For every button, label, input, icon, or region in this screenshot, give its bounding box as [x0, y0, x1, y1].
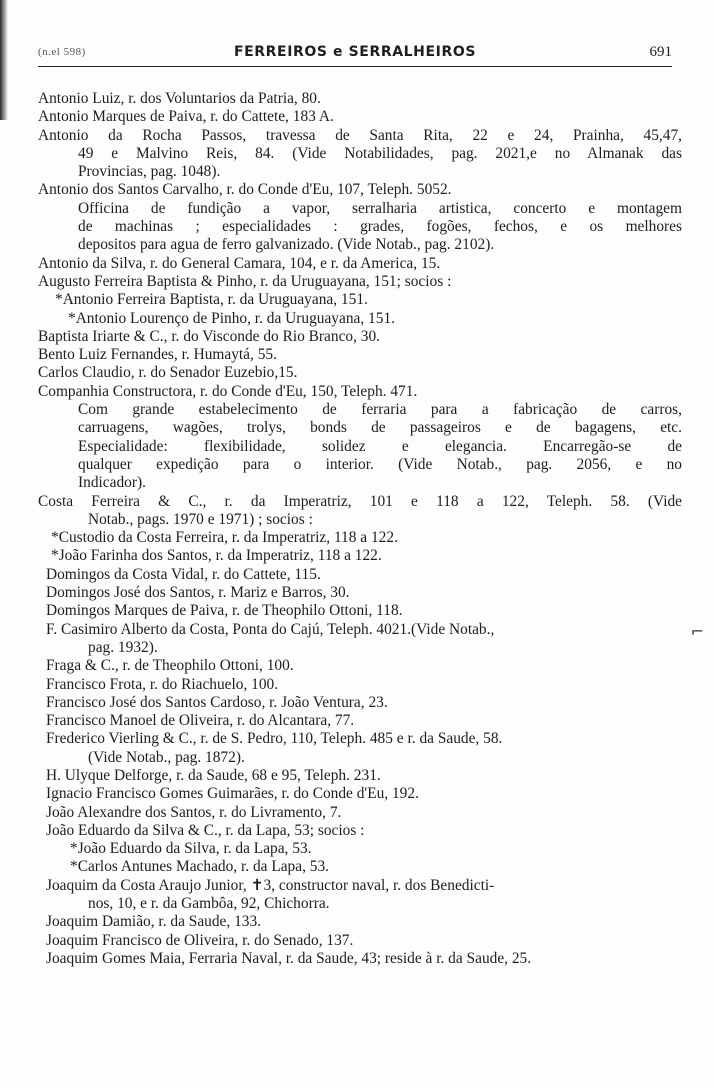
partner-line: *Antonio Ferreira Baptista, r. da Uruguayana, 151. — [55, 291, 368, 309]
entry-line: Domingos Marques de Paiva, r. de Theophilo Ottoni, 118. — [46, 602, 403, 620]
entry-continuation: Provincias, pag. 1048). — [78, 163, 221, 181]
entry-description: qualquer expedição para o interior. (Vide Notab., pag. 2056, e no — [78, 455, 682, 473]
entry-line: Francisco Manoel de Oliveira, r. do Alcantara, 77. — [46, 712, 355, 730]
entry-line: Joaquim da Costa Araujo Junior, ✝3, constructor naval, r. dos Benedicti- — [46, 876, 495, 894]
entry-line: Augusto Ferreira Baptista & Pinho, r. da Uruguayana, 151; socios : — [38, 272, 452, 290]
entry-description: Especialidade: flexibilidade, solidez e elegancia. Encarregão-se de — [78, 437, 682, 455]
entry-line: Antonio Luiz, r. dos Voluntarios da Patria, 80. — [38, 90, 321, 107]
entry-line: Domingos José dos Santos, r. Mariz e Barros, 30. — [46, 584, 350, 602]
entry-line: Fraga & C., r. de Theophilo Ottoni, 100. — [46, 657, 294, 675]
page-title: FERREIROS e SERRALHEIROS — [233, 44, 477, 60]
entry-description: Officina de fundição a vapor, serralharia artistica, concerto e montagem — [78, 199, 682, 217]
entry-line: Carlos Claudio, r. do Senador Euzebio,15. — [38, 364, 298, 382]
entry-continuation: 49 e Malvino Reis, 84. (Vide Notabilidades, pag. 2021,e no Almanak das — [78, 144, 682, 162]
entry-line: Francisco José dos Santos Cardoso, r. João Ventura, 23. — [46, 693, 388, 711]
entry-line: Antonio da Rocha Passos, travessa de Santa Rita, 22 e 24, Prainha, 45,47, — [38, 126, 682, 144]
binding-shadow — [0, 0, 8, 120]
entry-line: Ignacio Francisco Gomes Guimarães, r. do Conde d'Eu, 192. — [46, 785, 419, 803]
entry-line: Frederico Vierling & C., r. de S. Pedro, 110, Teleph. 485 e r. da Saude, 58. — [46, 730, 503, 748]
entry-line: Antonio dos Santos Carvalho, r. do Conde d'Eu, 107, Teleph. 5052. — [38, 181, 452, 199]
entry-continuation: pag. 1932). — [88, 638, 158, 656]
entry-continuation: Notab., pags. 1970 e 1971) ; socios : — [88, 510, 313, 528]
entry-line: Joaquim Gomes Maia, Ferraria Naval, r. da Saude, 43; reside à r. da Saude, 25. — [46, 949, 532, 967]
partner-line: *João Eduardo da Silva, r. da Lapa, 53. — [70, 840, 312, 858]
page-header — [38, 44, 672, 67]
entry-line: Francisco Frota, r. do Riachuelo, 100. — [46, 675, 279, 693]
entry-line: Joaquim Francisco de Oliveira, r. do Senado, 137. — [46, 931, 354, 949]
entry-line: Antonio Marques de Paiva, r. do Cattete, 183 A. — [38, 108, 334, 126]
partner-line: *João Farinha dos Santos, r. da Imperatriz, 118 a 122. — [51, 547, 382, 565]
entry-continuation: nos, 10, e r. da Gambôa, 92, Chichorra. — [88, 895, 330, 913]
entry-line: Joaquim Damião, r. da Saude, 133. — [46, 913, 262, 931]
entry-description: de machinas ; especialidades : grades, fogões, fechos, e os melhores — [78, 218, 682, 236]
partner-line: *Custodio da Costa Ferreira, r. da Imperatriz, 118 a 122. — [51, 529, 398, 547]
entry-line: João Eduardo da Silva & C., r. da Lapa, 53; socios : — [46, 821, 365, 839]
entry-line: Costa Ferreira & C., r. da Imperatriz, 101 e 118 a 122, Teleph. 58. (Vide — [38, 492, 682, 510]
entry-line: Companhia Constructora, r. do Conde d'Eu, 150, Teleph. 471. — [38, 382, 418, 400]
page-number: 691 — [649, 44, 672, 60]
directory-entries — [38, 90, 682, 968]
entry-description: carruagens, wagões, trolys, bonds de passageiros e de bagagens, etc. — [78, 419, 682, 437]
margin-mark: ⌐ — [690, 622, 704, 641]
partner-line: *Carlos Antunes Machado, r. da Lapa, 53. — [70, 858, 330, 876]
header-reference: (n.el 598) — [38, 46, 86, 58]
entry-description: Indicador). — [78, 474, 146, 492]
partner-line: *Antonio Lourenço de Pinho, r. da Uruguayana, 151. — [68, 309, 395, 327]
entry-line: João Alexandre dos Santos, r. do Livramento, 7. — [46, 803, 342, 821]
entry-line: Domingos da Costa Vidal, r. do Cattete, 115. — [46, 565, 321, 583]
entry-continuation: (Vide Notab., pag. 1872). — [88, 748, 245, 766]
entry-line: F. Casimiro Alberto da Costa, Ponta do Cajú, Teleph. 4021.(Vide Notab., — [46, 620, 495, 638]
entry-description: depositos para agua de ferro galvanizado. (Vide Notab., pag. 2102). — [78, 236, 495, 254]
entry-description: Com grande estabelecimento de ferraria para a fabricação de carros, — [78, 401, 682, 419]
entry-line: H. Ulyque Delforge, r. da Saude, 68 e 95, Teleph. 231. — [46, 766, 381, 784]
entry-line: Baptista Iriarte & C., r. do Visconde do Rio Branco, 30. — [38, 327, 381, 345]
entry-line: Bento Luiz Fernandes, r. Humaytá, 55. — [38, 346, 277, 364]
entry-line: Antonio da Silva, r. do General Camara, 104, e r. da America, 15. — [38, 254, 441, 272]
